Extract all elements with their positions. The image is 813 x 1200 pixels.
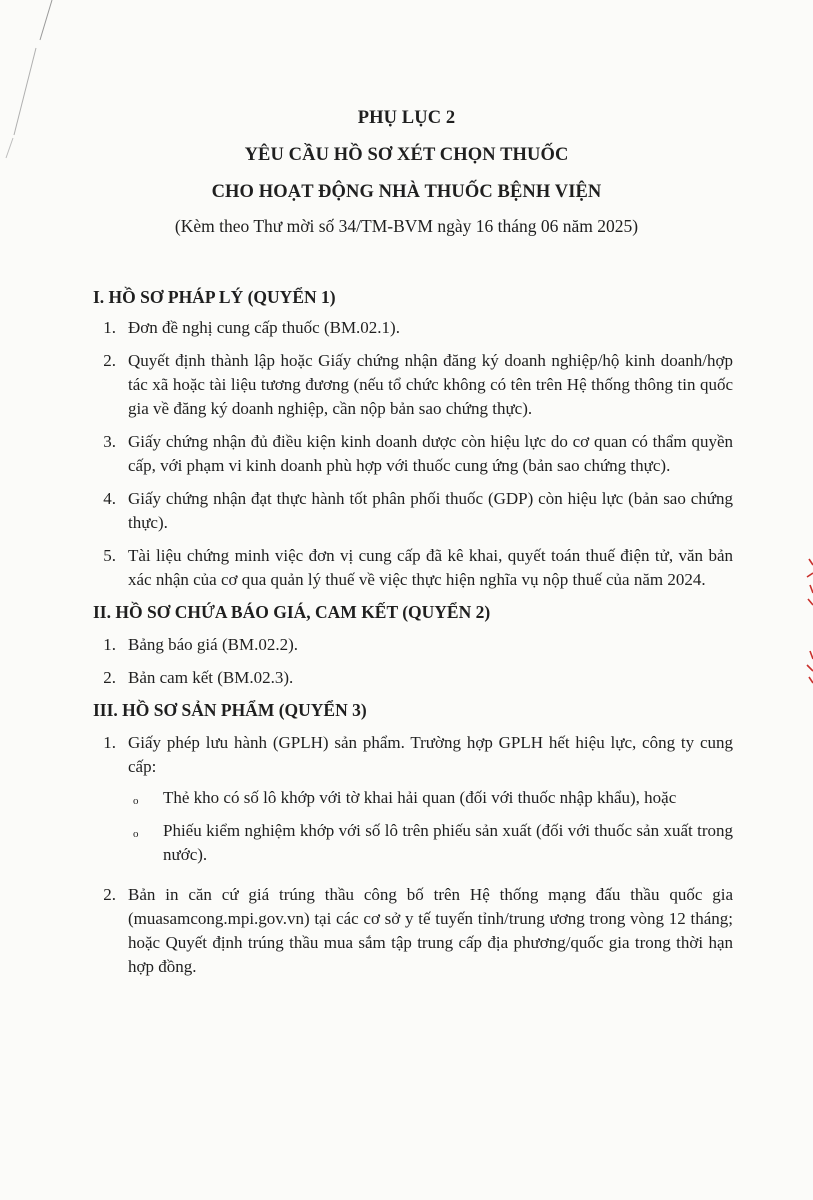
item-text: Giấy phép lưu hành (GPLH) sản phẩm. Trường hợp GPLH hết hiệu lực, công ty cung cấp: xyxy=(128,733,733,776)
section-heading: III. HỒ SƠ SẢN PHẨM (QUYỂN 3) xyxy=(93,700,367,720)
item-number: 3. xyxy=(103,432,116,451)
item-number: 1. xyxy=(103,318,116,337)
item-text: Bản cam kết (BM.02.3). xyxy=(128,668,294,687)
item-text: Giấy chứng nhận đủ điều kiện kinh doanh dược còn hiệu lực do cơ quan có thẩm quyền cấp, với phạm vi kinh doanh phù hợp với thuốc cung ứng (bản sao chứng thực). xyxy=(128,432,733,475)
item-number: 5. xyxy=(103,546,116,565)
item-list xyxy=(93,633,733,690)
item-text: Bản in căn cứ giá trúng thầu công bố trên Hệ thống mạng đấu thầu quốc gia (muasamcong.mpi.gov.vn) tại các cơ sở y tế tuyến tỉnh/trung ương trong vòng 12 tháng; hoặc Quyết định trúng thầu mua sắm tập trung cấp địa phương/quốc gia trong thời hạn hợp đồng. xyxy=(128,885,733,976)
section-heading: II. HỒ SƠ CHỨA BÁO GIÁ, CAM KẾT (QUYỂN 2) xyxy=(93,602,491,622)
section-product xyxy=(93,698,733,979)
appendix-label: PHỤ LỤC 2 xyxy=(357,108,456,128)
document-body xyxy=(93,285,733,979)
list-item xyxy=(93,633,733,657)
list-item xyxy=(93,544,733,592)
sub-list-item xyxy=(93,786,733,810)
item-list xyxy=(93,316,733,592)
item-list xyxy=(93,731,733,979)
item-text: Bảng báo giá (BM.02.2). xyxy=(128,635,298,654)
section-quotation xyxy=(93,600,733,690)
list-item xyxy=(93,731,733,867)
list-item xyxy=(93,666,733,690)
item-number: 1. xyxy=(103,635,116,654)
sub-list-item xyxy=(93,819,733,867)
list-item xyxy=(93,316,733,340)
sub-item-text: Phiếu kiểm nghiệm khớp với số lô trên phiếu sản xuất (đối với thuốc sản xuất trong nước). xyxy=(163,821,733,864)
item-text: Đơn đề nghị cung cấp thuốc (BM.02.1). xyxy=(128,318,400,337)
item-number: 2. xyxy=(103,885,116,904)
item-text: Giấy chứng nhận đạt thực hành tốt phân phối thuốc (GDP) còn hiệu lực (bản sao chứng thực). xyxy=(128,489,733,532)
list-item xyxy=(93,430,733,478)
section-heading: I. HỒ SƠ PHÁP LÝ (QUYỂN 1) xyxy=(93,287,336,307)
list-item xyxy=(93,487,733,535)
document-title-line-1: YÊU CẦU HỒ SƠ XÉT CHỌN THUỐC xyxy=(244,145,569,165)
list-item xyxy=(93,349,733,421)
list-item xyxy=(93,883,733,979)
stamp-edge-mark xyxy=(801,555,813,685)
item-text: Tài liệu chứng minh việc đơn vị cung cấp đã kê khai, quyết toán thuế điện tử, văn bản xác nhận của cơ qua quản lý thuế về việc thực hiện nghĩa vụ nộp thuế của năm 2024. xyxy=(128,546,733,589)
item-number: 1. xyxy=(103,733,116,752)
sub-item-text: Thẻ kho có số lô khớp với tờ khai hải quan (đối với thuốc nhập khẩu), hoặc xyxy=(163,788,677,807)
bullet-icon: o xyxy=(133,828,139,840)
title-block xyxy=(0,100,813,241)
item-number: 4. xyxy=(103,489,116,508)
bullet-icon: o xyxy=(133,795,139,807)
item-number: 2. xyxy=(103,351,116,370)
document-subtitle: (Kèm theo Thư mời số 34/TM-BVM ngày 16 tháng 06 năm 2025) xyxy=(174,216,639,236)
item-text: Quyết định thành lập hoặc Giấy chứng nhận đăng ký doanh nghiệp/hộ kinh doanh/hợp tác xã hoặc tài liệu tương đương (nếu tổ chức không có tên trên Hệ thống thông tin quốc gia về đăng ký doanh nghiệp, cần nộp bản sao chứng thực). xyxy=(128,351,733,418)
section-legal xyxy=(93,285,733,592)
document-title-line-2: CHO HOẠT ĐỘNG NHÀ THUỐC BỆNH VIỆN xyxy=(211,182,602,202)
item-number: 2. xyxy=(103,668,116,687)
sub-item-list xyxy=(93,786,733,867)
